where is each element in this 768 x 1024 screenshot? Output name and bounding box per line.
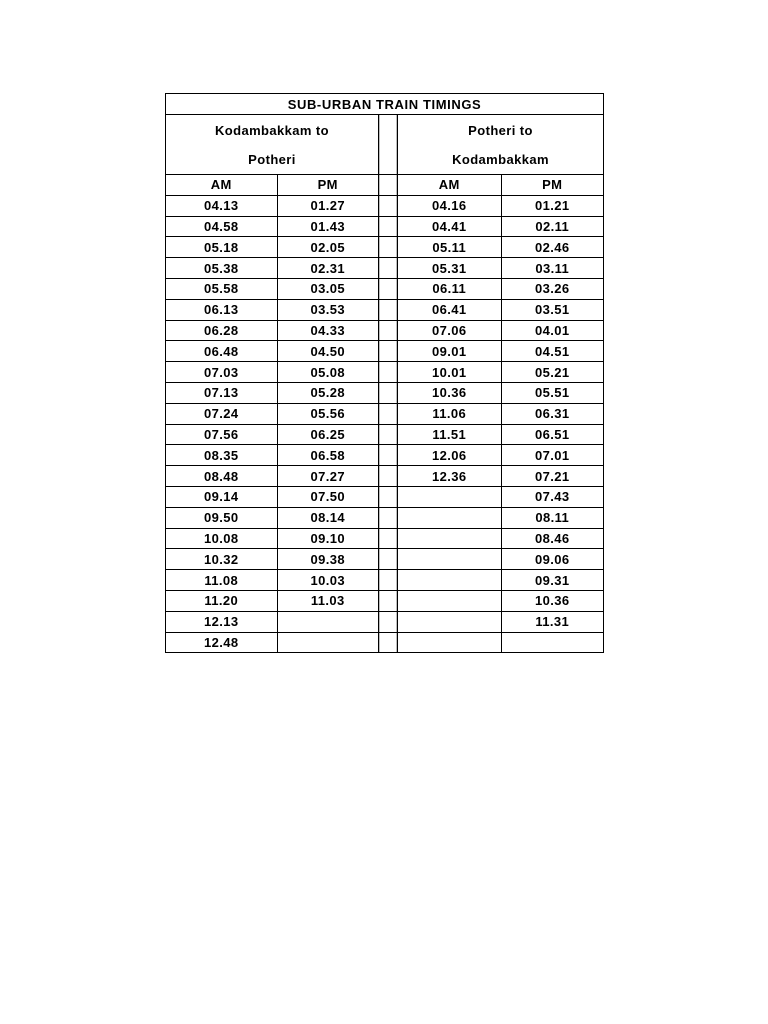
right-am-time-cell <box>398 590 501 611</box>
train-timetable <box>165 93 604 653</box>
column-spacer <box>378 570 397 591</box>
right-am-time-cell: 05.31 <box>398 258 501 279</box>
column-spacer <box>378 632 397 653</box>
left-pm-time-cell: 06.25 <box>277 424 378 445</box>
table-row <box>166 424 604 445</box>
left-pm-time-cell: 06.58 <box>277 445 378 466</box>
table-row <box>166 258 604 279</box>
left-pm-time-cell <box>277 632 378 653</box>
left-am-time-cell: 10.32 <box>166 549 278 570</box>
column-spacer <box>378 424 397 445</box>
right-am-time-cell: 05.11 <box>398 237 501 258</box>
route-right-line2: Kodambakkam <box>452 152 549 167</box>
column-spacer <box>378 278 397 299</box>
right-pm-time-cell: 05.51 <box>501 382 604 403</box>
left-am-time-cell: 10.08 <box>166 528 278 549</box>
left-pm-time-cell: 02.31 <box>277 258 378 279</box>
left-pm-time-cell: 05.28 <box>277 382 378 403</box>
left-am-time-cell: 07.24 <box>166 403 278 424</box>
table-row <box>166 549 604 570</box>
table-row <box>166 507 604 528</box>
right-am-time-cell: 06.41 <box>398 299 501 320</box>
timetable-body <box>166 195 604 653</box>
column-spacer <box>378 115 397 175</box>
table-row <box>166 341 604 362</box>
table-row <box>166 570 604 591</box>
table-row <box>166 299 604 320</box>
left-pm-time-cell: 03.05 <box>277 278 378 299</box>
left-am-time-cell: 12.48 <box>166 632 278 653</box>
table-row <box>166 611 604 632</box>
column-spacer <box>378 175 397 196</box>
column-spacer <box>378 611 397 632</box>
column-spacer <box>378 403 397 424</box>
left-am-time-cell: 07.56 <box>166 424 278 445</box>
left-am-time-cell: 08.35 <box>166 445 278 466</box>
left-pm-time-cell: 11.03 <box>277 590 378 611</box>
left-pm-time-cell: 04.33 <box>277 320 378 341</box>
right-pm-time-cell: 07.43 <box>501 486 604 507</box>
column-spacer <box>378 341 397 362</box>
table-row <box>166 403 604 424</box>
right-am-time-cell: 07.06 <box>398 320 501 341</box>
left-pm-time-cell: 09.10 <box>277 528 378 549</box>
right-pm-time-cell: 09.31 <box>501 570 604 591</box>
right-am-time-cell <box>398 632 501 653</box>
column-spacer <box>378 466 397 487</box>
right-am-time-cell: 11.51 <box>398 424 501 445</box>
right-pm-time-cell: 07.01 <box>501 445 604 466</box>
left-pm-time-cell: 07.50 <box>277 486 378 507</box>
right-pm-time-cell: 03.26 <box>501 278 604 299</box>
table-row <box>166 278 604 299</box>
table-row <box>166 195 604 216</box>
left-pm-time-cell: 05.08 <box>277 362 378 383</box>
right-pm-time-cell: 04.51 <box>501 341 604 362</box>
right-pm-time-cell: 07.21 <box>501 466 604 487</box>
timetable-title: SUB-URBAN TRAIN TIMINGS <box>166 94 604 115</box>
column-spacer <box>378 258 397 279</box>
right-pm-time-cell: 04.01 <box>501 320 604 341</box>
right-am-time-cell: 10.36 <box>398 382 501 403</box>
column-spacer <box>378 590 397 611</box>
left-pm-header: PM <box>277 175 378 196</box>
left-am-time-cell: 08.48 <box>166 466 278 487</box>
table-row <box>166 362 604 383</box>
right-pm-time-cell: 09.06 <box>501 549 604 570</box>
right-am-time-cell: 09.01 <box>398 341 501 362</box>
right-am-time-cell <box>398 611 501 632</box>
left-pm-time-cell: 01.27 <box>277 195 378 216</box>
right-am-time-cell <box>398 528 501 549</box>
column-spacer <box>378 195 397 216</box>
right-am-time-cell: 04.41 <box>398 216 501 237</box>
table-row <box>166 320 604 341</box>
table-row <box>166 466 604 487</box>
route-left-line1: Kodambakkam to <box>214 123 329 138</box>
column-spacer <box>378 445 397 466</box>
left-am-header: AM <box>166 175 278 196</box>
right-am-time-cell: 12.06 <box>398 445 501 466</box>
column-spacer <box>378 362 397 383</box>
right-pm-time-cell: 11.31 <box>501 611 604 632</box>
right-pm-time-cell: 01.21 <box>501 195 604 216</box>
left-am-time-cell: 05.38 <box>166 258 278 279</box>
left-pm-time-cell: 07.27 <box>277 466 378 487</box>
right-pm-time-cell: 06.31 <box>501 403 604 424</box>
route-right-line1: Potheri to <box>468 123 533 138</box>
right-pm-time-cell: 02.46 <box>501 237 604 258</box>
right-am-time-cell <box>398 507 501 528</box>
left-pm-time-cell: 04.50 <box>277 341 378 362</box>
right-am-time-cell <box>398 549 501 570</box>
column-spacer <box>378 549 397 570</box>
column-spacer <box>378 299 397 320</box>
table-row <box>166 632 604 653</box>
left-am-time-cell: 09.14 <box>166 486 278 507</box>
left-am-time-cell: 07.03 <box>166 362 278 383</box>
left-pm-time-cell: 03.53 <box>277 299 378 320</box>
left-am-time-cell: 04.13 <box>166 195 278 216</box>
right-pm-time-cell <box>501 632 604 653</box>
right-pm-time-cell: 05.21 <box>501 362 604 383</box>
route-header-kodambakkam-to-potheri <box>166 115 379 175</box>
left-am-time-cell: 06.48 <box>166 341 278 362</box>
left-am-time-cell: 07.13 <box>166 382 278 403</box>
left-am-time-cell: 09.50 <box>166 507 278 528</box>
left-pm-time-cell: 01.43 <box>277 216 378 237</box>
table-row <box>166 528 604 549</box>
right-pm-header: PM <box>501 175 604 196</box>
left-am-time-cell: 11.20 <box>166 590 278 611</box>
left-pm-time-cell: 08.14 <box>277 507 378 528</box>
right-am-time-cell <box>398 570 501 591</box>
table-row <box>166 216 604 237</box>
route-header-potheri-to-kodambakkam <box>398 115 604 175</box>
right-am-time-cell: 11.06 <box>398 403 501 424</box>
table-row <box>166 445 604 466</box>
right-am-time-cell: 10.01 <box>398 362 501 383</box>
left-pm-time-cell: 05.56 <box>277 403 378 424</box>
left-am-time-cell: 05.58 <box>166 278 278 299</box>
table-row <box>166 590 604 611</box>
left-pm-time-cell: 09.38 <box>277 549 378 570</box>
left-pm-time-cell: 10.03 <box>277 570 378 591</box>
column-spacer <box>378 528 397 549</box>
right-pm-time-cell: 02.11 <box>501 216 604 237</box>
right-pm-time-cell: 06.51 <box>501 424 604 445</box>
timetable-sheet <box>165 93 604 653</box>
column-spacer <box>378 237 397 258</box>
left-pm-time-cell: 02.05 <box>277 237 378 258</box>
left-am-time-cell: 12.13 <box>166 611 278 632</box>
right-pm-time-cell: 10.36 <box>501 590 604 611</box>
right-am-header: AM <box>398 175 501 196</box>
right-am-time-cell <box>398 486 501 507</box>
right-am-time-cell: 04.16 <box>398 195 501 216</box>
column-spacer <box>378 507 397 528</box>
left-am-time-cell: 06.13 <box>166 299 278 320</box>
left-pm-time-cell <box>277 611 378 632</box>
left-am-time-cell: 04.58 <box>166 216 278 237</box>
right-pm-time-cell: 08.11 <box>501 507 604 528</box>
table-row <box>166 486 604 507</box>
table-row <box>166 382 604 403</box>
column-spacer <box>378 320 397 341</box>
column-spacer <box>378 216 397 237</box>
column-spacer <box>378 486 397 507</box>
right-am-time-cell: 12.36 <box>398 466 501 487</box>
right-pm-time-cell: 03.51 <box>501 299 604 320</box>
right-pm-time-cell: 03.11 <box>501 258 604 279</box>
column-spacer <box>378 382 397 403</box>
left-am-time-cell: 11.08 <box>166 570 278 591</box>
right-am-time-cell: 06.11 <box>398 278 501 299</box>
right-pm-time-cell: 08.46 <box>501 528 604 549</box>
left-am-time-cell: 05.18 <box>166 237 278 258</box>
route-left-line2: Potheri <box>248 152 296 167</box>
am-pm-header-row <box>166 175 604 196</box>
table-row <box>166 237 604 258</box>
left-am-time-cell: 06.28 <box>166 320 278 341</box>
